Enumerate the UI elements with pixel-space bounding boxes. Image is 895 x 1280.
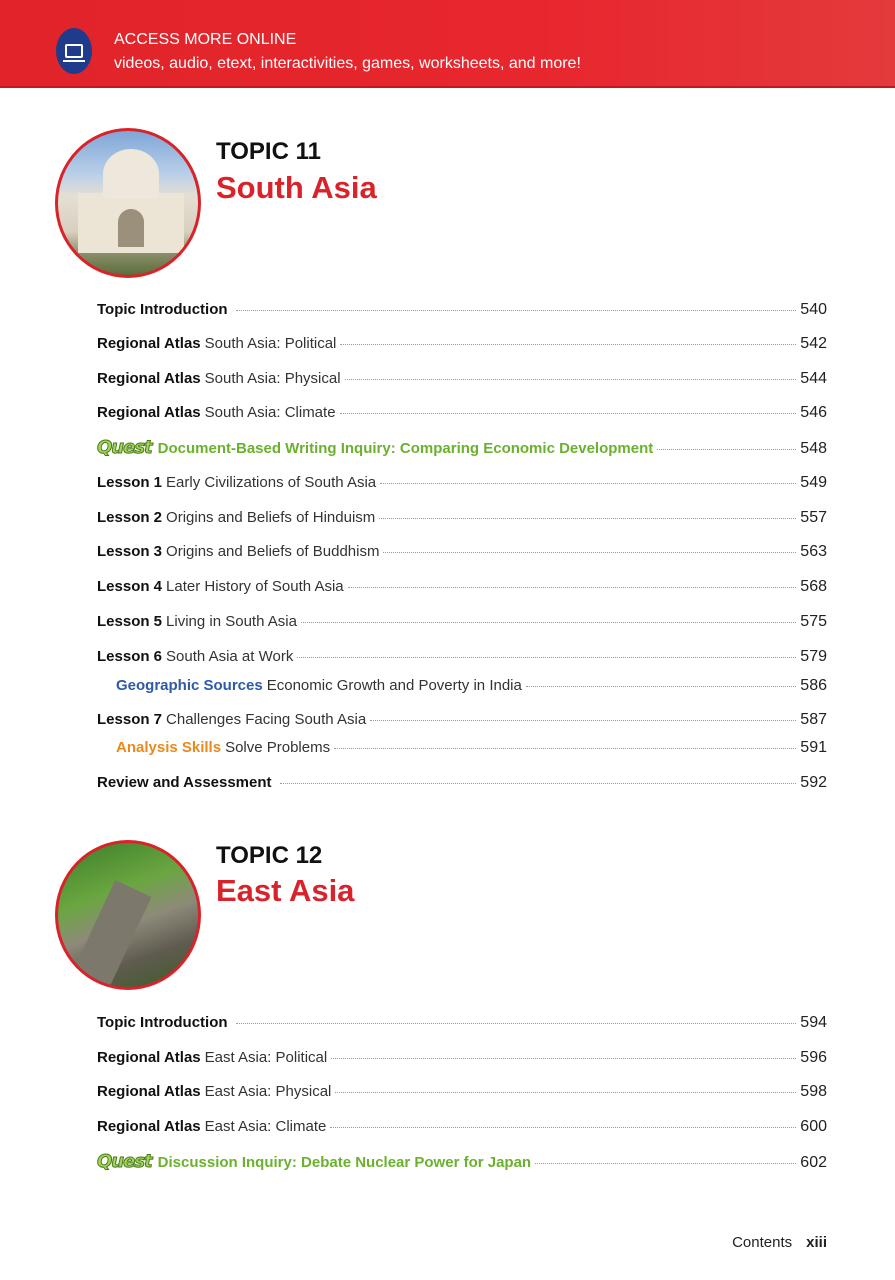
dot-leader (335, 1092, 796, 1093)
toc-entry[interactable] (97, 543, 827, 561)
dot-leader (383, 552, 796, 553)
entry-title: Later History of South Asia (166, 578, 344, 595)
page-number: 587 (800, 711, 827, 728)
entry-title: Document-Based Writing Inquiry: Comparing Economic Development (157, 440, 654, 457)
entry-label: Regional Atlas (97, 404, 201, 421)
topic-title: South Asia (216, 170, 377, 205)
entry-title: Living in South Asia (166, 613, 297, 630)
toc-entry[interactable] (97, 774, 827, 792)
page-number: 594 (800, 1014, 827, 1031)
entry-label: Regional Atlas (97, 1118, 201, 1135)
dot-leader (340, 344, 796, 345)
entry-label: Topic Introduction (97, 1014, 228, 1031)
toc-entry[interactable] (97, 335, 827, 353)
entry-label: Regional Atlas (97, 1083, 201, 1100)
dot-leader (345, 379, 797, 380)
entry-title: East Asia: Physical (204, 1083, 332, 1100)
page-number: 549 (800, 474, 827, 491)
entry-label: Regional Atlas (97, 1049, 201, 1066)
dot-leader (657, 449, 796, 450)
dot-leader (535, 1163, 796, 1164)
toc-entry[interactable] (97, 613, 827, 631)
online-device-icon (56, 28, 92, 74)
entry-title: Origins and Beliefs of Buddhism (166, 543, 380, 560)
entry-title: East Asia: Climate (204, 1118, 327, 1135)
entry-title: East Asia: Political (204, 1049, 328, 1066)
entry-title: Solve Problems (225, 739, 331, 756)
entry-label: Review and Assessment (97, 774, 272, 791)
dot-leader (340, 413, 797, 414)
entry-title: Challenges Facing South Asia (166, 711, 367, 728)
entry-label: Geographic Sources (116, 677, 263, 694)
access-online-banner[interactable] (0, 0, 895, 88)
page-number: 568 (800, 578, 827, 595)
entry-label: Topic Introduction (97, 301, 228, 318)
dot-leader (526, 686, 796, 687)
page-number: 548 (800, 440, 827, 457)
dot-leader (280, 783, 797, 784)
dot-leader (236, 1023, 797, 1024)
page-number: 540 (800, 301, 827, 318)
dot-leader (330, 1127, 796, 1128)
banner-title: ACCESS MORE ONLINE (114, 31, 297, 48)
dot-leader (334, 748, 796, 749)
dot-leader (297, 657, 796, 658)
toc-entry[interactable] (97, 1118, 827, 1136)
dot-leader (301, 622, 796, 623)
toc-entry[interactable] (97, 404, 827, 422)
entry-title: South Asia: Political (204, 335, 337, 352)
entry-label: Lesson 1 (97, 474, 163, 491)
topic-label: TOPIC 12 (216, 842, 323, 869)
page-number: 596 (800, 1049, 827, 1066)
entry-label: Lesson 2 (97, 509, 163, 526)
dot-leader (236, 310, 797, 311)
toc-entry[interactable] (97, 1014, 827, 1032)
entry-label: Analysis Skills (116, 739, 222, 756)
page-number: 579 (800, 648, 827, 665)
entry-title: Origins and Beliefs of Hinduism (166, 509, 376, 526)
toc-entry[interactable] (97, 578, 827, 596)
entry-title: Economic Growth and Poverty in India (266, 677, 522, 694)
page-number: 602 (800, 1154, 827, 1171)
toc-entry[interactable] (116, 739, 827, 757)
topic-label: TOPIC 11 (216, 138, 321, 165)
toc-entry[interactable] (97, 509, 827, 527)
toc-entry[interactable] (97, 648, 827, 666)
entry-label: Lesson 6 (97, 648, 163, 665)
entry-title: Discussion Inquiry: Debate Nuclear Power for Japan (157, 1154, 532, 1171)
entry-label: Lesson 4 (97, 578, 163, 595)
page-number: 598 (800, 1083, 827, 1100)
quest-logo: Quest (97, 1151, 152, 1172)
toc-entry[interactable] (97, 1049, 827, 1067)
great-wall-image (55, 840, 201, 990)
page-number: 542 (800, 335, 827, 352)
page-footer (732, 1234, 827, 1251)
quest-logo: Quest (97, 437, 152, 458)
entry-label: Regional Atlas (97, 335, 201, 352)
toc-entry[interactable] (116, 677, 827, 695)
toc-entry[interactable] (97, 370, 827, 388)
page-number: 591 (800, 739, 827, 756)
toc-entry[interactable] (97, 439, 827, 458)
page-number: 563 (800, 543, 827, 560)
entry-label: Lesson 3 (97, 543, 163, 560)
entry-title: South Asia at Work (166, 648, 294, 665)
page-number: 557 (800, 509, 827, 526)
entry-label: Regional Atlas (97, 370, 201, 387)
entry-title: Early Civilizations of South Asia (166, 474, 377, 491)
entry-title: South Asia: Climate (204, 404, 336, 421)
page-number: xiii (806, 1234, 827, 1251)
toc-entry[interactable] (97, 1083, 827, 1101)
page-number: 546 (800, 404, 827, 421)
toc-entry[interactable] (97, 474, 827, 492)
dot-leader (348, 587, 797, 588)
page-number: 586 (800, 677, 827, 694)
toc-entry[interactable] (97, 711, 827, 729)
topic-title: East Asia (216, 873, 355, 908)
toc-entry[interactable] (97, 1153, 827, 1172)
banner-subtitle: videos, audio, etext, interactivities, games, worksheets, and more! (114, 55, 581, 72)
entry-label: Lesson 7 (97, 711, 163, 728)
footer-label: Contents (732, 1234, 793, 1251)
page-number: 592 (800, 774, 827, 791)
page-number: 600 (800, 1118, 827, 1135)
dot-leader (380, 483, 796, 484)
entry-label: Lesson 5 (97, 613, 163, 630)
entry-title: South Asia: Physical (204, 370, 341, 387)
dot-leader (379, 518, 796, 519)
taj-mahal-image (55, 128, 201, 278)
dot-leader (370, 720, 796, 721)
toc-entry[interactable] (97, 301, 827, 319)
page-number: 575 (800, 613, 827, 630)
dot-leader (331, 1058, 796, 1059)
page-number: 544 (800, 370, 827, 387)
